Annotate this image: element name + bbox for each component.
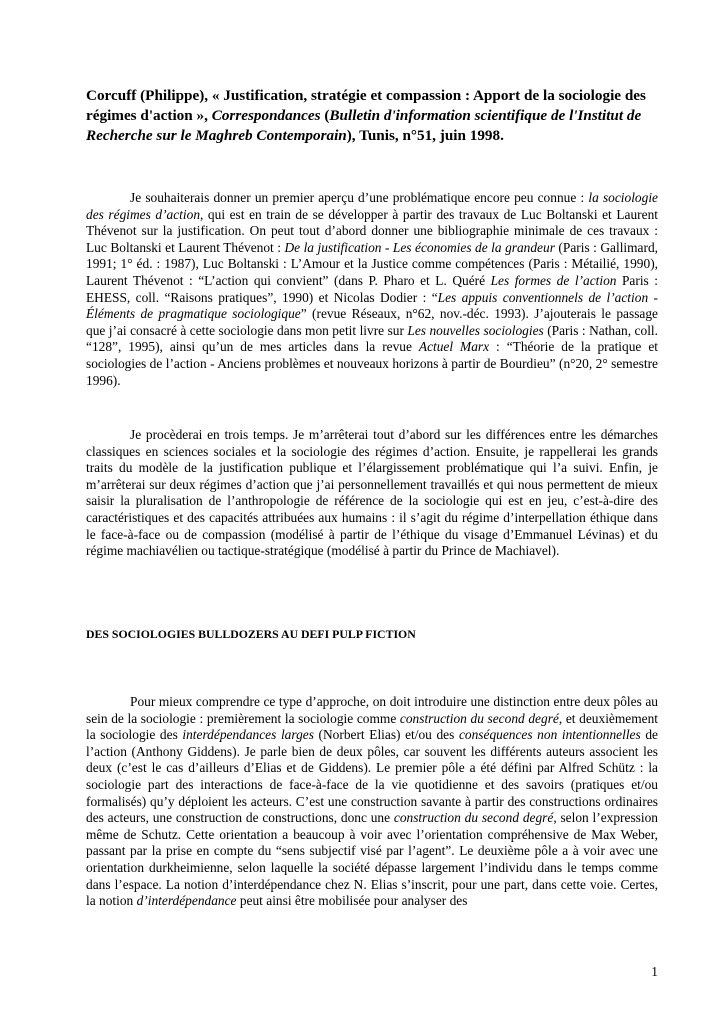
text-run: Paris : EHESS, coll. “Raisons pratiques”, 1990) et Nicolas Dodier : “: [86, 272, 659, 305]
text-run: , et deuxièmement la sociologie des: [86, 710, 658, 743]
italic-run: la sociologie des régimes d’action: [86, 190, 658, 222]
text-run: , qui est en train de se développer à partir des travaux de Luc Boltanski et Laurent Thévenot sur la justification. On peut tout d’abord donner une bibliographie minimale de ces travaux : Luc Boltanski et Laurent Thévenot :: [86, 206, 658, 255]
text-run: ” (revue Réseaux, n°62, nov.-déc. 1993). J’ajouterais le passage que j’ai consacré à cette sociologie dans mon petit livre sur: [86, 306, 658, 338]
section-heading: DES SOCIOLOGIES BULLDOZERS AU DEFI PULP FICTION: [86, 627, 416, 641]
text-run: (Paris : Nathan, coll. “128”, 1995), ainsi qu’un de mes articles dans la revue: [86, 322, 658, 355]
bulletin-name: Bulletin d'information scientifique de l'Institut de Recherche sur le Maghreb Contemporain: [86, 107, 642, 144]
citation-paren-open: (: [320, 107, 330, 124]
paragraph-section-1: [86, 694, 658, 910]
text-run: : “Théorie de la pratique et sociologies de l’action - Anciens problèmes et nouveaux horizons à partir de Bourdieu” (n°20, 2° semestre 1996).: [86, 339, 658, 388]
text-run: de l’action (Anthony Giddens). Je parle bien de deux pôles, car souvent les différents auteurs associent les deux (c’est le cas d’ailleurs d’Elias et de Giddens). Le premier pôle a été défini par Alfred Schütz : la sociologie part des interactions de face-à-face de la vie quotidienne et des savoirs (pratiques et/ou formalisés) qu’y déploient les acteurs. C’est une construction savante à partir des constructions ordinaires des acteurs, une construction de constructions, donc une: [86, 727, 658, 826]
italic-run: De la justification - Les économies de la grandeur: [284, 239, 555, 255]
citation-author: Corcuff (Philippe), « Justification, stratégie et compassion : Apport de la sociologie des régimes d'action »,: [86, 87, 646, 124]
page-number: 1: [651, 964, 658, 979]
text-run: (Paris : Gallimard, 1991; 1° éd. : 1987), Luc Boltanski : L’Amour et la Justice comme compétences (Paris : Métailié, 1990), Laurent Thévenot : “L’action qui convient” (dans P. Pharo et L. Quéré: [86, 239, 659, 288]
paragraph-plan: Je procèderai en trois temps. Je m’arrêterai tout d’abord sur les différences entre les démarches classiques en sciences sociales et la sociologie des régimes d’action. Ensuite, je rappellerai les grands traits du modèle de la justification publique et l’élargissement problématique qui l’a suivi. Enfin, je m’arrêterai sur deux régimes d’action que j’ai personnellement travaillés et qui nous permettent de mieux saisir la pluralisation de l’anthropologie de référence de la sociologie qui est en jeu, c’est-à-dire des caractéristiques et des capacités attribuées aux humains : il s’agit du régime d’interpellation éthique dans le face-à-face ou de compassion (modélisé à partir de l’éthique du visage d’Emmanuel Lévinas) et du régime machiavélien ou tactique-stratégique (modélisé à partir du Prince de Machiavel).: [86, 427, 658, 559]
paragraph-intro: [86, 190, 658, 389]
citation-end: ), Tunis, n°51, juin 1998.: [346, 127, 504, 144]
italic-run: d’interdépendance: [136, 893, 237, 909]
italic-run: Les nouvelles sociologies: [407, 322, 544, 338]
italic-run: Les appuis conventionnels de l’action - Éléments de pragmatique sociologique: [86, 289, 658, 322]
text-run: Je souhaiterais donner un premier aperçu d’une problématique encore peu connue :: [130, 190, 589, 205]
italic-run: Les formes de l’action: [490, 272, 617, 288]
italic-run: conséquences non intentionnelles: [458, 727, 641, 743]
text-run: (Norbert Elias) et/ou des: [313, 727, 459, 743]
journal-name: Correspondances: [211, 107, 321, 124]
text-run: , selon l’expression même de Schutz. Cette orientation a beaucoup à voir avec l’orientation compréhensive de Max Weber, passant par la prise en compte du “sens subjectif visé par l’agent”. Le deuxième pôle a à voir avec une orientation durkheimienne, selon laquelle la société dépasse largement l’individu dans le temps comme dans l’espace. La notion d’interdépendance chez N. Elias s’inscrit, pour une part, dans cette voie. Certes, la notion: [86, 810, 658, 909]
italic-run: interdépendances larges: [182, 727, 314, 743]
text-run: peut ainsi être mobilisée pour analyser des: [236, 893, 468, 909]
italic-run: construction du second degré: [399, 710, 559, 726]
italic-run: Actuel Marx: [418, 339, 490, 355]
italic-run: construction du second degré: [393, 810, 554, 826]
text-run: Pour mieux comprendre ce type d’approche, on doit introduire une distinction entre deux pôles au sein de la sociologie : premièrement la sociologie comme: [86, 694, 658, 726]
citation-title: [86, 86, 658, 146]
